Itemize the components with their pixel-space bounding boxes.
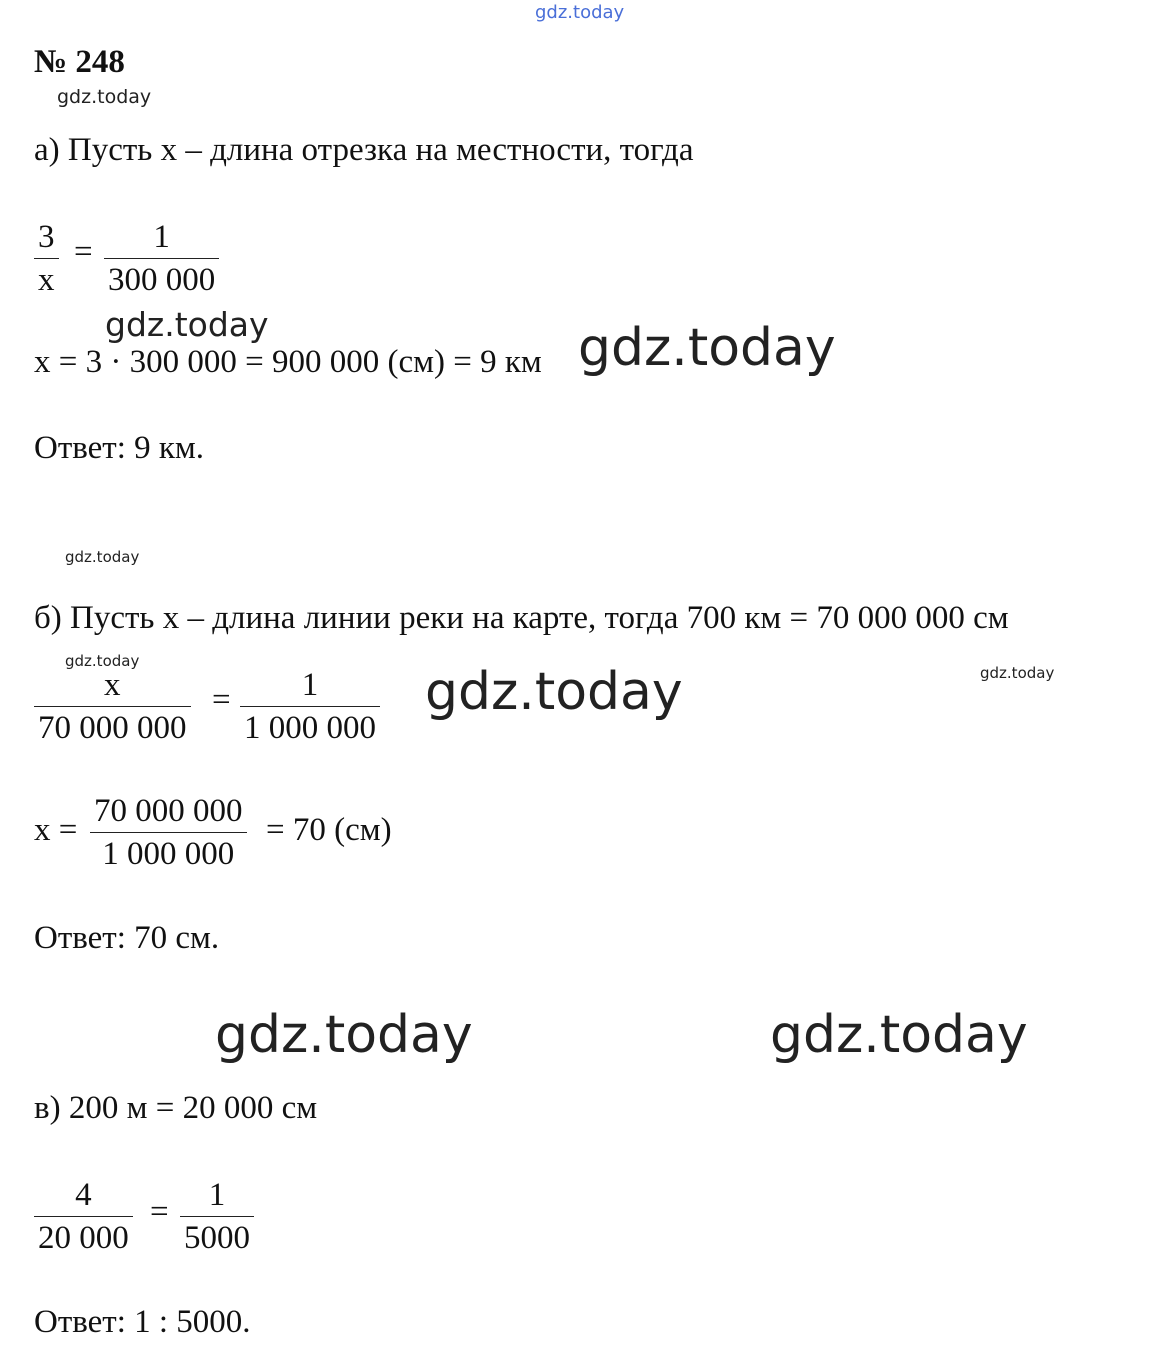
fraction-numerator: 1	[208, 1177, 226, 1213]
part-b-calc-suffix: = 70 (см)	[266, 812, 392, 848]
part-b-calc-prefix: x =	[34, 812, 78, 848]
fraction-bar	[104, 258, 219, 259]
watermark-large: gdz.today	[425, 662, 683, 722]
watermark-medium: gdz.today	[105, 305, 269, 344]
part-a-answer: Ответ: 9 км.	[34, 430, 205, 466]
fraction-bar	[240, 706, 380, 707]
part-a-fraction-left	[34, 218, 59, 299]
fraction-bar	[90, 832, 247, 833]
part-b-fraction-right	[240, 666, 380, 747]
fraction-denominator: 300 000	[108, 262, 216, 298]
fraction-denominator: 70 000 000	[38, 710, 187, 746]
fraction-denominator: x	[38, 262, 55, 298]
part-c-fraction-left	[34, 1176, 133, 1257]
fraction-bar	[34, 1216, 133, 1217]
watermark-top: gdz.today	[535, 2, 625, 23]
problem-title: № 248	[34, 44, 125, 80]
part-b-calc-fraction	[90, 792, 247, 873]
part-b-fraction-left	[34, 666, 191, 747]
fraction-numerator: 4	[75, 1177, 92, 1213]
watermark-tiny: gdz.today	[65, 548, 140, 566]
fraction-denominator: 1 000 000	[244, 710, 376, 746]
fraction-bar	[34, 258, 59, 259]
equals-sign: =	[150, 1194, 169, 1230]
part-c-answer: Ответ: 1 : 5000.	[34, 1304, 251, 1340]
watermark-small: gdz.today	[57, 86, 152, 108]
watermark-tiny: gdz.today	[65, 652, 140, 670]
fraction-numerator: 3	[38, 219, 55, 255]
fraction-denominator: 20 000	[38, 1220, 129, 1256]
part-b-intro: б) Пусть x – длина линии реки на карте, тогда 700 км = 70 000 000 см	[34, 600, 1009, 636]
fraction-numerator: 1	[153, 219, 170, 255]
part-a-fraction-right	[104, 218, 219, 299]
watermark-large: gdz.today	[770, 1005, 1028, 1065]
watermark-large: gdz.today	[215, 1005, 473, 1065]
fraction-denominator: 1 000 000	[102, 836, 235, 872]
fraction-bar	[34, 706, 191, 707]
part-a-intro: а) Пусть x – длина отрезка на местности, тогда	[34, 132, 694, 168]
part-b-answer: Ответ: 70 см.	[34, 920, 220, 956]
fraction-numerator: 70 000 000	[94, 793, 243, 829]
part-c-intro: в) 200 м = 20 000 см	[34, 1090, 318, 1126]
fraction-numerator: x	[104, 667, 121, 703]
equals-sign: =	[74, 234, 93, 270]
watermark-large: gdz.today	[578, 318, 836, 378]
fraction-denominator: 5000	[184, 1220, 250, 1256]
part-a-calculation: x = 3 · 300 000 = 900 000 (см) = 9 км	[34, 344, 542, 380]
part-c-fraction-right	[180, 1176, 254, 1257]
fraction-numerator: 1	[301, 667, 319, 703]
equals-sign: =	[212, 682, 231, 718]
watermark-tiny: gdz.today	[980, 664, 1055, 682]
fraction-bar	[180, 1216, 254, 1217]
